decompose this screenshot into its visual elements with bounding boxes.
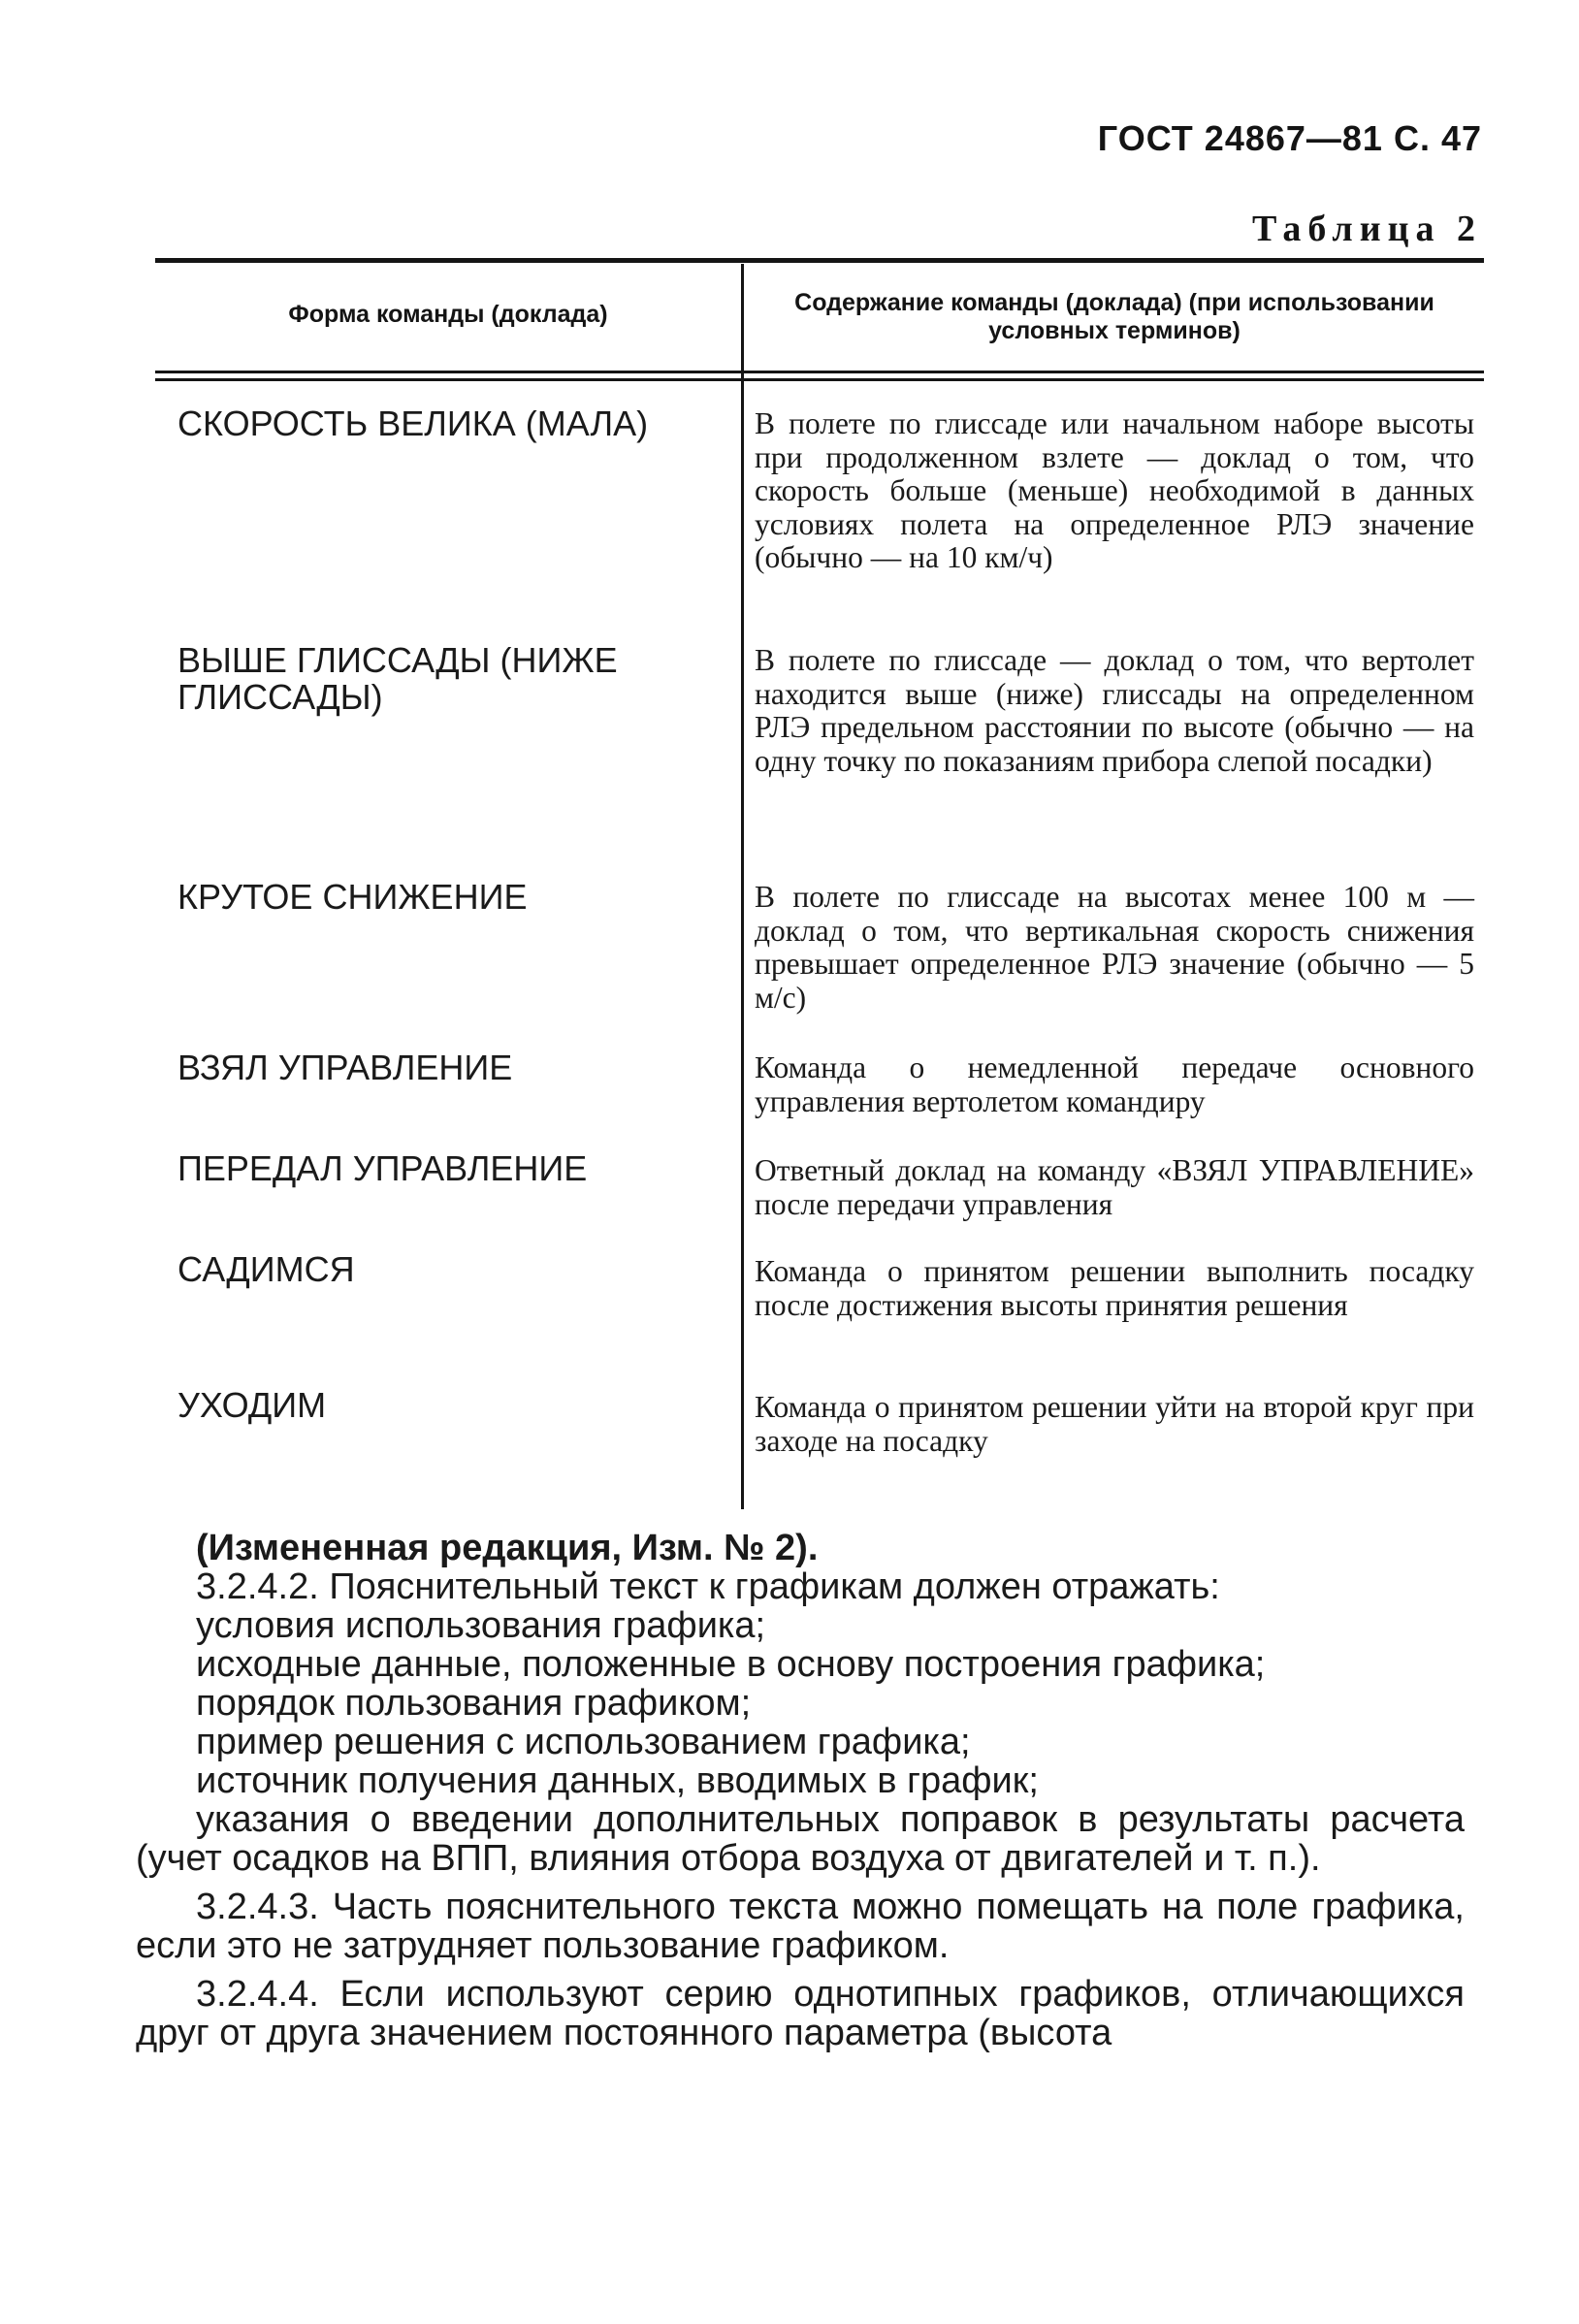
command-content: В полете по глиссаде на высотах менее 100 м — доклад о том, что вертикальная скорость снижения превышает определенное РЛЭ значение (обычно — 5 м/с) [755, 880, 1474, 1015]
amendment-note: (Измененная редакция, Изм. № 2). [196, 1528, 819, 1568]
paragraph-3-2-4-2: 3.2.4.2. Пояснительный текст к графикам должен отражать: [196, 1566, 1220, 1607]
table-header-rule [155, 371, 1484, 373]
command-form: САДИМСЯ [177, 1249, 355, 1289]
command-content: Команда о принятом решении уйти на второй круг при заходе на посадку [755, 1390, 1474, 1458]
command-form: ВЗЯЛ УПРАВЛЕНИЕ [177, 1048, 513, 1087]
body-text [136, 1529, 1465, 2052]
command-form: ВЫШЕ ГЛИССАДЫ (НИЖЕ ГЛИССАДЫ) [177, 640, 618, 717]
command-form: УХОДИМ [177, 1385, 327, 1425]
command-content: Команда о принятом решении выполнить посадку после достижения высоты принятия решения [755, 1254, 1474, 1322]
running-header: ГОСТ 24867—81 С. 47 [1097, 118, 1482, 158]
command-form: СКОРОСТЬ ВЕЛИКА (МАЛА) [177, 403, 649, 443]
table-top-rule [155, 258, 1484, 263]
command-form: КРУТОЕ СНИЖЕНИЕ [177, 877, 528, 917]
list-item: пример решения с использованием графика; [196, 1722, 971, 1762]
paragraph-3-2-4-3: 3.2.4.3. Часть пояснительного текста можно помещать на поле графика, если это не затрудняет пользование графиком. [136, 1887, 1465, 1966]
paragraph-3-2-4-4: 3.2.4.4. Если используют серию однотипных графиков, отличающихся друг от друга значением постоянного параметра (высота [136, 1974, 1465, 2053]
table-title: Таблица 2 [1251, 209, 1482, 249]
list-item: условия использования графика; [196, 1605, 766, 1646]
column-header-form: Форма команды (доклада) [288, 301, 608, 328]
command-content: В полете по глиссаде — доклад о том, что вертолет находится выше (ниже) глиссады на определенном РЛЭ предельном расстоянии по высоте (обычно — на одну точку по показаниям прибора слепой посадки) [755, 643, 1474, 778]
list-item: порядок пользования графиком; [196, 1683, 752, 1724]
paragraph-corrections: указания о введении дополнительных поправок в результаты расчета (учет осадков на ВПП, влияния отбора воздуха от двигателей и т. п.). [136, 1799, 1465, 1879]
list-item: исходные данные, положенные в основу построения графика; [196, 1644, 1266, 1685]
column-header-content: Содержание команды (доклада) (при использовании условных терминов) [794, 289, 1434, 344]
table-column-divider [741, 264, 744, 1509]
command-content: Команда о немедленной передаче основного управления вертолетом командиру [755, 1050, 1474, 1118]
list-item: источник получения данных, вводимых в график; [196, 1760, 1039, 1801]
command-content: В полете по глиссаде или начальном наборе высоты при продолженном взлете — доклад о том, что скорость больше (меньше) необходимой в данных условиях полета на определенное РЛЭ значение (обычно — на 10 км/ч) [755, 406, 1474, 574]
table-header-rule-second [155, 378, 1484, 381]
command-content: Ответный доклад на команду «ВЗЯЛ УПРАВЛЕНИЕ» после передачи управления [755, 1153, 1474, 1221]
command-form: ПЕРЕДАЛ УПРАВЛЕНИЕ [177, 1148, 588, 1188]
